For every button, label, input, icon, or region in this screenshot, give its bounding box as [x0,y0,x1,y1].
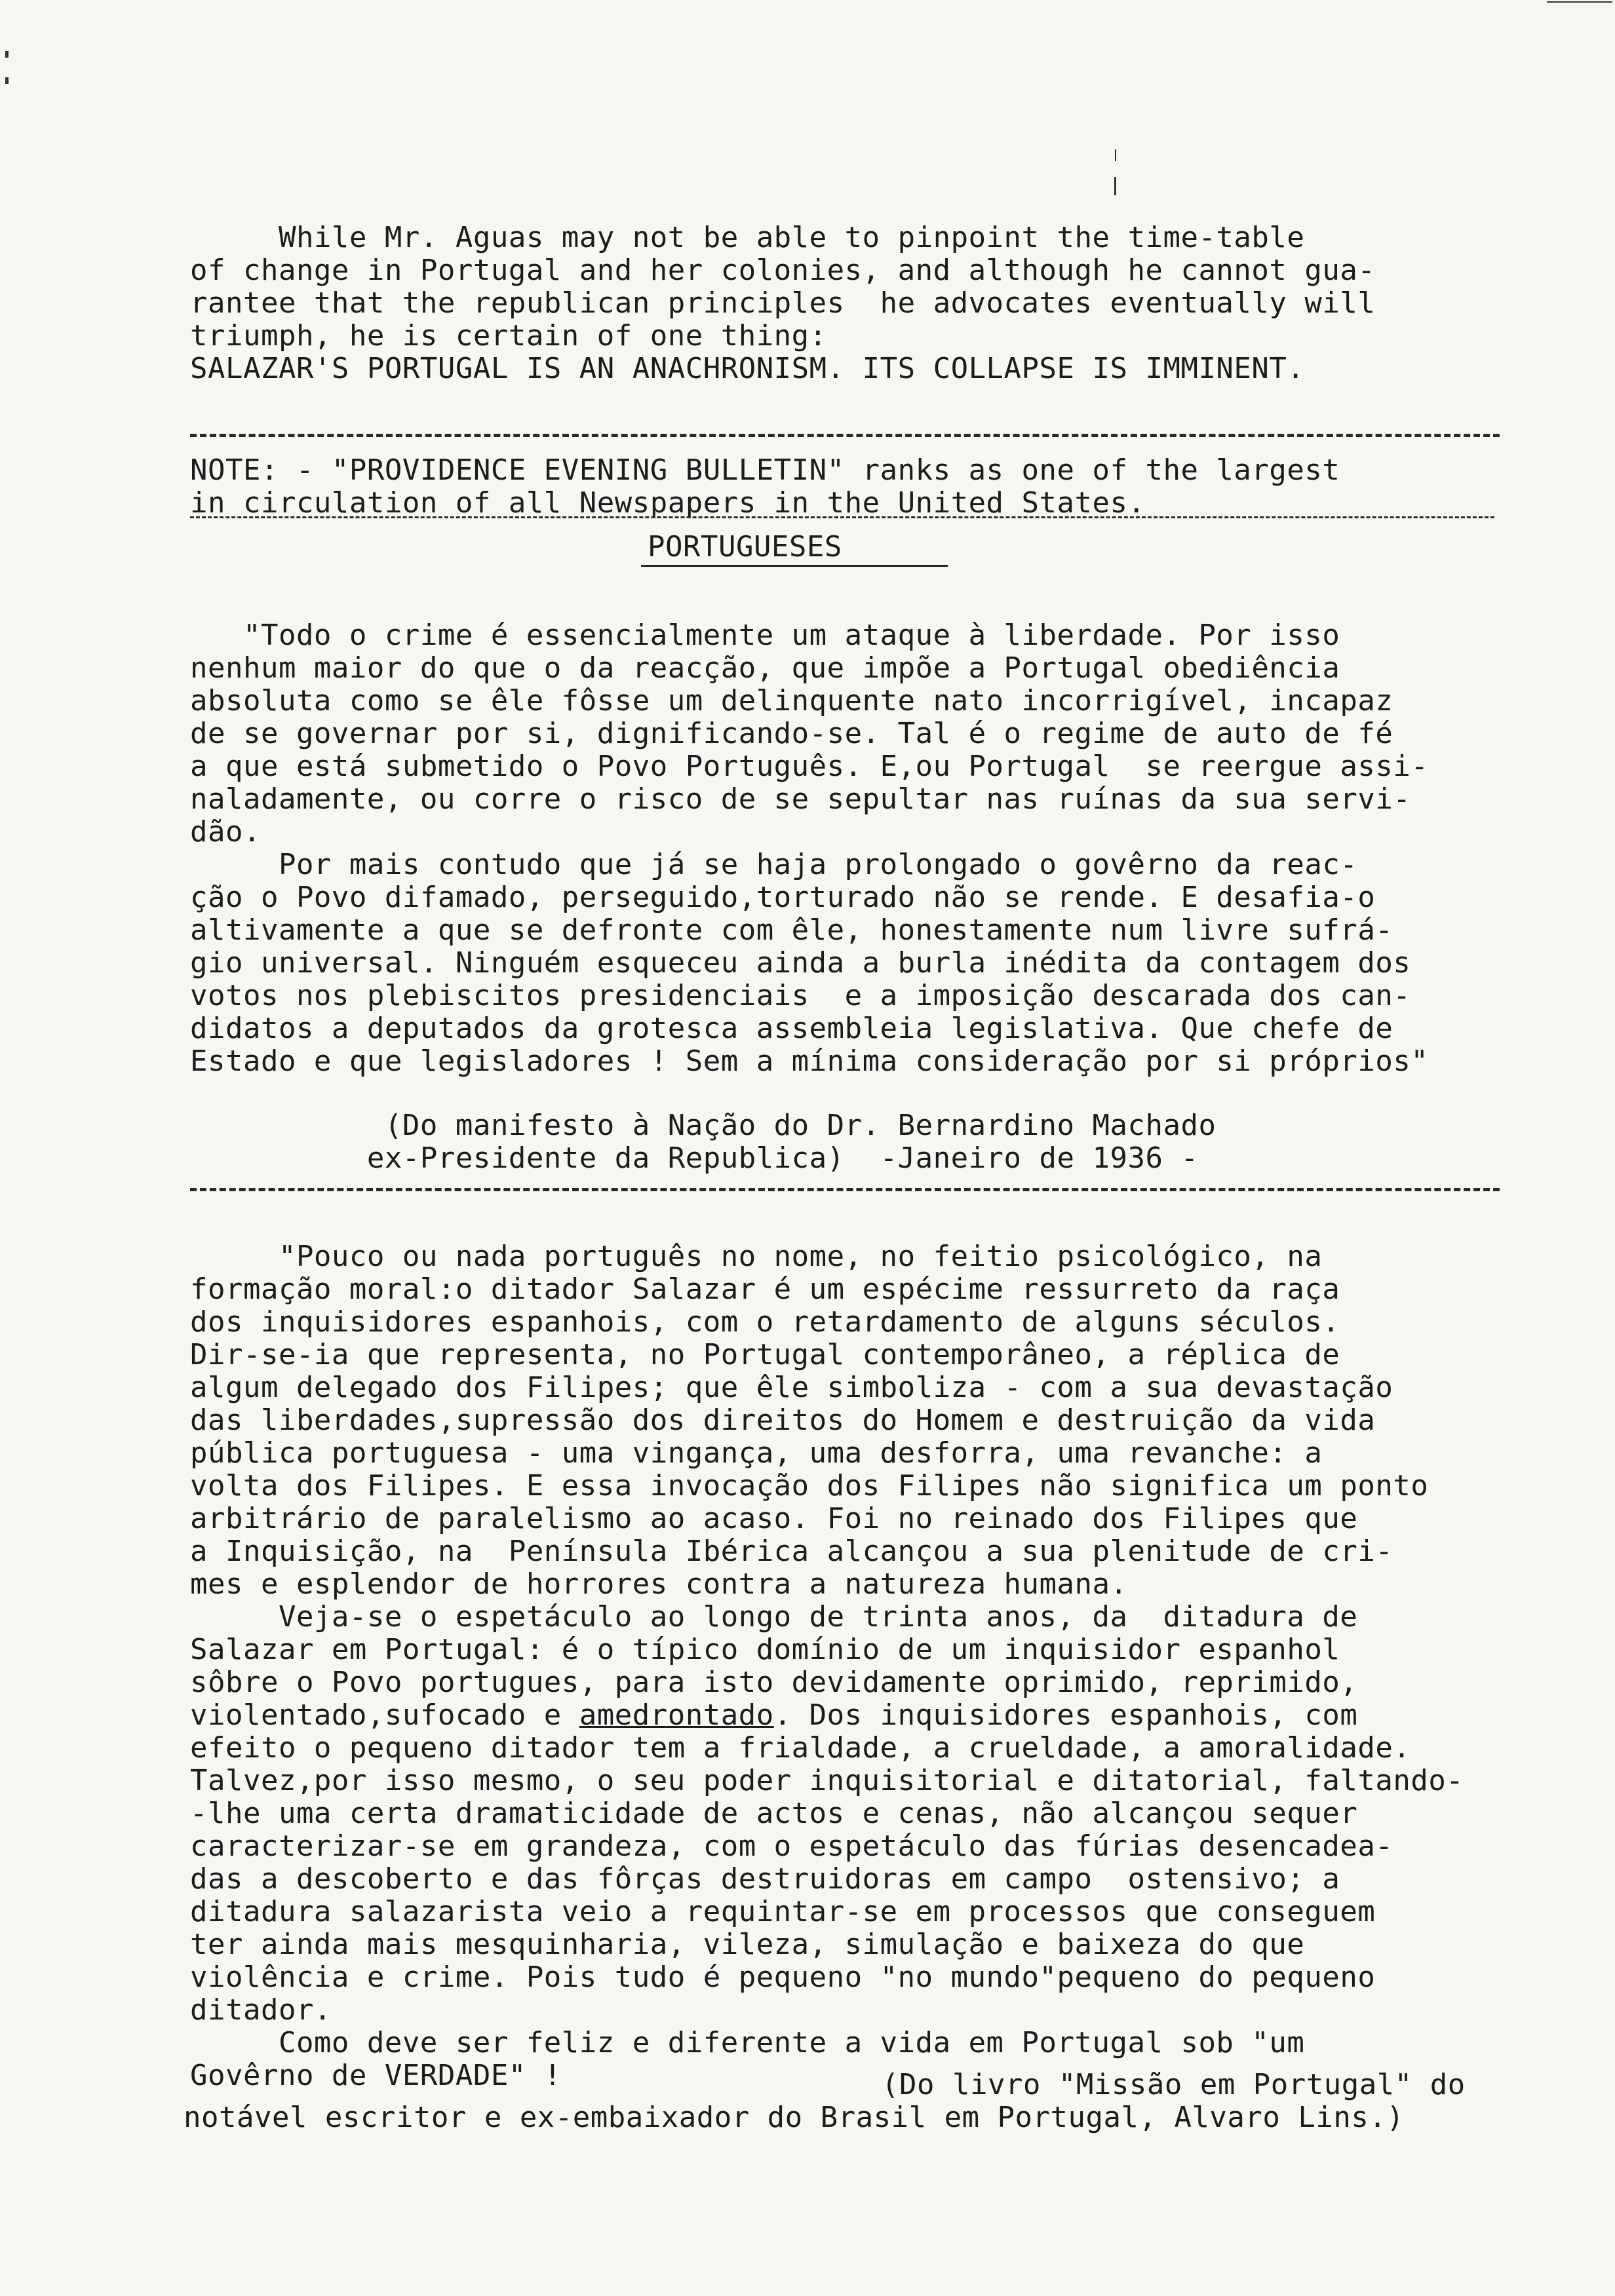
text-line: pública portuguesa - uma vingança, uma desforra, uma revanche: a [190,1436,1323,1470]
text-line: of change in Portugal and her colonies, and although he cannot gua- [190,254,1376,287]
scan-mark [1547,1,1612,3]
text-line: nenhum maior do que o da reacção, que impõe a Portugal obediência [190,651,1340,685]
text-line: (Do manifesto à Nação do Dr. Bernardino Machado [190,1109,1216,1142]
text-line: ter ainda mais mesquinharia, vileza, simulação e baixeza do que [190,1928,1305,1961]
text-line: ex-Presidente da Republica) -Janeiro de 1936 - [190,1141,1199,1175]
text-line: Talvez,por isso mesmo, o seu poder inquisitorial e ditatorial, faltando- [190,1764,1464,1797]
text-line: triumph, he is certain of one thing: [190,319,827,353]
note-paragraph [190,454,1566,520]
text-line: dão. [190,815,261,849]
text-line: notável escritor e ex-embaixador do Brasil em Portugal, Alvaro Lins.) [184,2101,1405,2134]
text-line: -lhe uma certa dramaticidade de actos e cenas, não alcançou sequer [190,1797,1358,1830]
text-line: arbitrário de paralelismo ao acaso. Foi no reinado dos Filipes que [190,1502,1358,1535]
text-line: NOTE: - "PROVIDENCE EVENING BULLETIN" ranks as one of the largest [190,453,1340,487]
text-line: While Mr. Aguas may not be able to pinpoint the time-table [190,221,1305,254]
text-line: a que está submetido o Povo Português. E,ou Portugal se reergue assi- [190,750,1429,783]
text-line: altivamente a que se defronte com êle, honestamente num livre sufrá- [190,913,1393,947]
underlined-word: amedrontado [579,1698,774,1732]
text-line: Estado e que legisladores ! Sem a mínima consideração por si próprios" [190,1044,1429,1078]
text-line: SALAZAR'S PORTUGAL IS AN ANACHRONISM. ITS COLLAPSE IS IMMINENT. [190,352,1305,385]
text-line: ção o Povo difamado, perseguido,torturado não se rende. E desafia-o [190,881,1376,914]
text-line: dos inquisidores espanhois, com o retardamento de alguns séculos. [190,1305,1340,1339]
text-line: in circulation of all Newspapers in the United States. [190,486,1146,520]
text-line: caracterizar-se em grandeza, com o espetáculo das fúrias desencadea- [190,1829,1393,1863]
dashed-separator [190,434,1500,437]
text-line: das a descoberto e das fôrças destruidoras em campo ostensivo; a [190,1862,1340,1896]
quote-missao [184,1240,1566,2134]
dashed-underline [190,516,1494,518]
text-line: violência e crime. Pois tudo é pequeno "no mundo"pequeno do pequeno [190,1961,1376,1994]
text-line: mes e esplendor de horrores contra a natureza humana. [190,1567,1128,1601]
heading-underline [641,565,948,567]
text-line: efeito o pequeno ditador tem a frialdade, a crueldade, a amoralidade. [190,1731,1411,1765]
source-inline: (Do livro "Missão em Portugal" do [882,2068,1466,2101]
text-line: algum delegado dos Filipes; que êle simboliza - com a sua devastação [190,1371,1393,1404]
text-line [190,2059,1566,2101]
text-line: naladamente, ou corre o risco de se sepultar nas ruínas da sua servi- [190,782,1411,816]
text-line: Como deve ser feliz e diferente a vida em Portugal sob "um [190,2026,1305,2059]
text-line: rantee that the republican principles he advocates eventually will [190,286,1376,320]
text-line: Salazar em Portugal: é o típico domínio de um inquisidor espanhol [190,1633,1340,1666]
text-line: formação moral:o ditador Salazar é um espécime ressurreto da raça [190,1272,1340,1306]
text-line: sôbre o Povo portugues, para isto devidamente oprimido, reprimido, [190,1666,1358,1699]
text-segment: . Dos inquisidores espanhois, com [773,1698,1358,1732]
intro-paragraph [190,221,1566,385]
text-segment: violentado,sufocado e [190,1698,579,1732]
scan-mark [1114,177,1116,195]
text-line: didatos a deputados da grotesca assembleia legislativa. Que chefe de [190,1012,1393,1045]
text-line: absoluta como se êle fôsse um delinquente nato incorrigível, incapaz [190,684,1393,718]
text-line: das liberdades,supressão dos direitos do Homem e destruição da vida [190,1404,1376,1437]
text-line: a Inquisição, na Península Ibérica alcançou a sua plenitude de cri- [190,1535,1393,1568]
text-line: "Pouco ou nada português no nome, no feitio psicológico, na [190,1240,1323,1273]
scan-mark [5,51,9,58]
text-segment: Govêrno de VERDADE" ! [190,2059,562,2092]
section-heading [648,531,962,564]
text-line: ditadura salazarista veio a requintar-se em processos que conseguem [190,1895,1376,1928]
dashed-separator [190,1188,1500,1191]
text-line: Por mais contudo que já se haja prolongado o govêrno da reac- [190,848,1358,881]
text-line: gio universal. Ninguém esqueceu ainda a burla inédita da contagem dos [190,946,1411,980]
text-line: volta dos Filipes. E essa invocação dos Filipes não significa um ponto [190,1469,1429,1502]
text-line: votos nos plebiscitos presidenciais e a imposição descarada dos can- [190,979,1411,1012]
text-line: de se governar por si, dignificando-se. Tal é o regime de auto de fé [190,717,1393,750]
scan-mark [5,77,9,84]
text-line: ditador. [190,1993,332,2027]
scan-mark [1115,149,1116,161]
quote-manifesto [190,619,1566,1078]
text-line: Dir-se-ia que representa, no Portugal contemporâneo, a réplica de [190,1338,1340,1371]
text-line: Veja-se o espetáculo ao longo de trinta anos, da ditadura de [190,1600,1358,1634]
quote-manifesto-source [190,1109,1566,1175]
heading-text: PORTUGUESES [648,530,842,564]
text-line: "Todo o crime é essencialmente um ataque à liberdade. Por isso [190,619,1340,652]
text-line [190,1699,1566,1732]
